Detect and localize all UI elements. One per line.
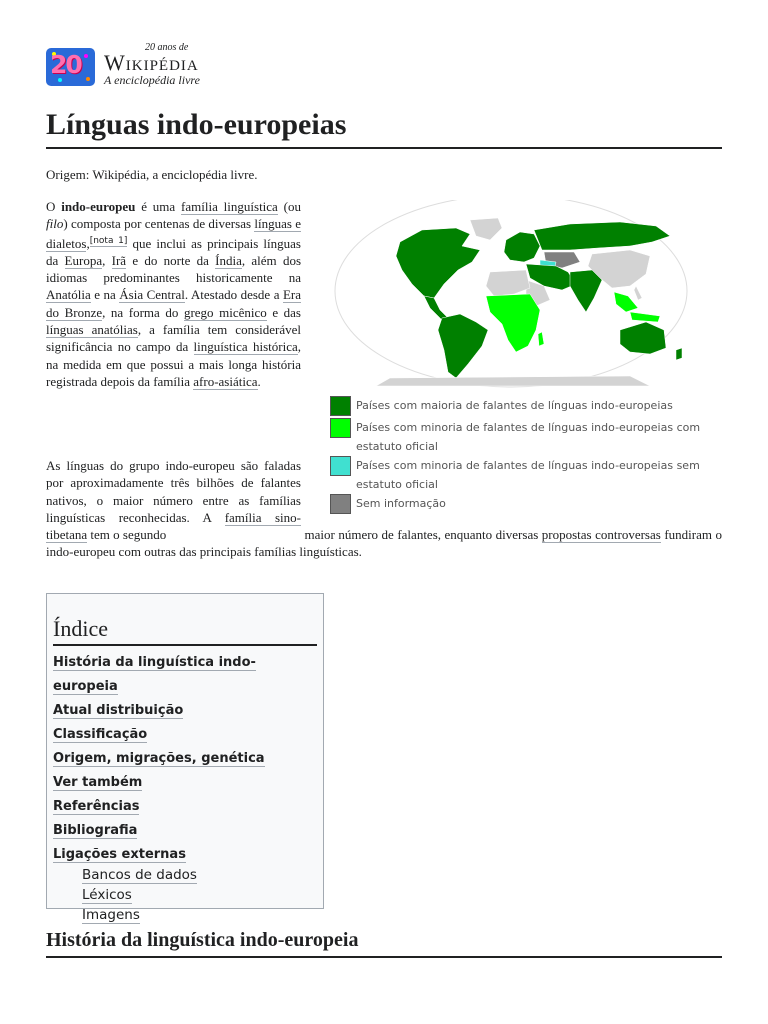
toc-subitem[interactable]: Léxicos — [82, 887, 132, 903]
toc-item[interactable]: Ver também — [53, 775, 143, 790]
link-sino-tibetana[interactable]: família sino-tibetana — [46, 509, 301, 543]
page-title: Línguas indo-europeias — [46, 108, 722, 149]
toc-item[interactable]: Ligações externas — [53, 847, 186, 862]
link-propostas-controversas[interactable]: propostas controversas — [541, 527, 661, 543]
link-europa[interactable]: Europa — [64, 252, 103, 268]
anniversary-badge-icon — [46, 48, 95, 86]
logo-tagline: A enciclopédia livre — [104, 73, 200, 87]
logo-years: 20 anos de — [145, 42, 189, 53]
toc-item[interactable]: Classificação — [53, 727, 148, 742]
link-anatolia[interactable]: Anatólia — [46, 287, 91, 303]
toc-subitem[interactable]: Imagens — [82, 907, 140, 923]
toc-item[interactable]: Atual distribuição — [53, 703, 184, 718]
link-india[interactable]: Índia — [215, 252, 242, 268]
link-ira[interactable]: Irã — [111, 252, 127, 268]
toc-title: Índice — [53, 616, 317, 646]
footnote-link[interactable]: [nota 1] — [89, 235, 128, 246]
link-linguas-e-dialetos[interactable]: línguas e dialetos — [46, 216, 301, 251]
link-grego-micenico[interactable]: grego micênico — [183, 304, 267, 320]
toc-item[interactable]: Bibliografia — [53, 823, 138, 838]
wikipedia-logo[interactable] — [46, 42, 226, 89]
world-map-image — [330, 200, 722, 390]
legend-swatch — [330, 396, 351, 416]
toc-item[interactable]: Origem, migrações, genética — [53, 751, 265, 766]
link-familia-linguistica[interactable]: família linguística — [181, 199, 278, 214]
world-map[interactable] — [330, 200, 722, 390]
legend-label: Países com maioria de falantes de línguas indo-europeias — [356, 399, 673, 412]
intro-paragraph: O indo-europeu é uma família linguística (ou filo) composta por centenas de diversas línguas e dialetos,[nota 1] que inclui as principais línguas da Europa, Irã e do norte da Índia, além dos idiomas predominantes historicamente na Anatólia e na Ásia Central. Atestado desde a Era do Bronze, na forma do grego micênico e das línguas anatólias, a família tem considerável significância no campo da linguística histórica, na medida em que possui a mais longa história registrada depois da família afro-asiática. — [46, 199, 302, 389]
legend-label: Sem informação — [356, 497, 446, 510]
legend-swatch — [330, 418, 351, 438]
link-linguas-anatolias[interactable]: línguas anatólias — [46, 322, 138, 338]
legend-item-minority-official — [330, 418, 722, 456]
link-afro-asiatica[interactable]: afro-asiática — [193, 373, 258, 389]
second-paragraph: As línguas do grupo indo-europeu são faladas por aproximadamente três bilhões de falantes nativos, o maior número entre as famílias linguísticas reconhecidas. A família sino-tibetana tem o segundo maior número de falantes, enquanto diversas propostas controversas fundiram o indo-europeu com outras das principais famílias linguísticas. — [46, 458, 722, 560]
badge-number: 20 — [50, 50, 81, 79]
legend-item-majority — [330, 396, 722, 418]
table-of-contents — [46, 593, 324, 923]
link-era-do-bronze[interactable]: Era do Bronze — [46, 287, 301, 320]
toc-item[interactable]: Referências — [53, 799, 140, 814]
legend-label: Países com minoria de falantes de línguas indo-europeias com estatuto oficial — [356, 421, 701, 453]
origin-note: Origem: Wikipédia, a enciclopédia livre. — [46, 167, 258, 182]
link-asia-central[interactable]: Ásia Central — [119, 287, 185, 303]
toc-item[interactable]: História da linguística indo-europeia — [53, 655, 256, 694]
toc-subitem[interactable]: Bancos de dados — [82, 867, 197, 883]
link-linguistica-historica[interactable]: linguística histórica — [193, 339, 298, 355]
legend-label: Países com minoria de falantes de línguas indo-europeias sem estatuto oficial — [356, 459, 700, 491]
logo-name: Wikipédia — [104, 50, 199, 75]
section-heading: História da linguística indo-europeia — [46, 929, 722, 958]
